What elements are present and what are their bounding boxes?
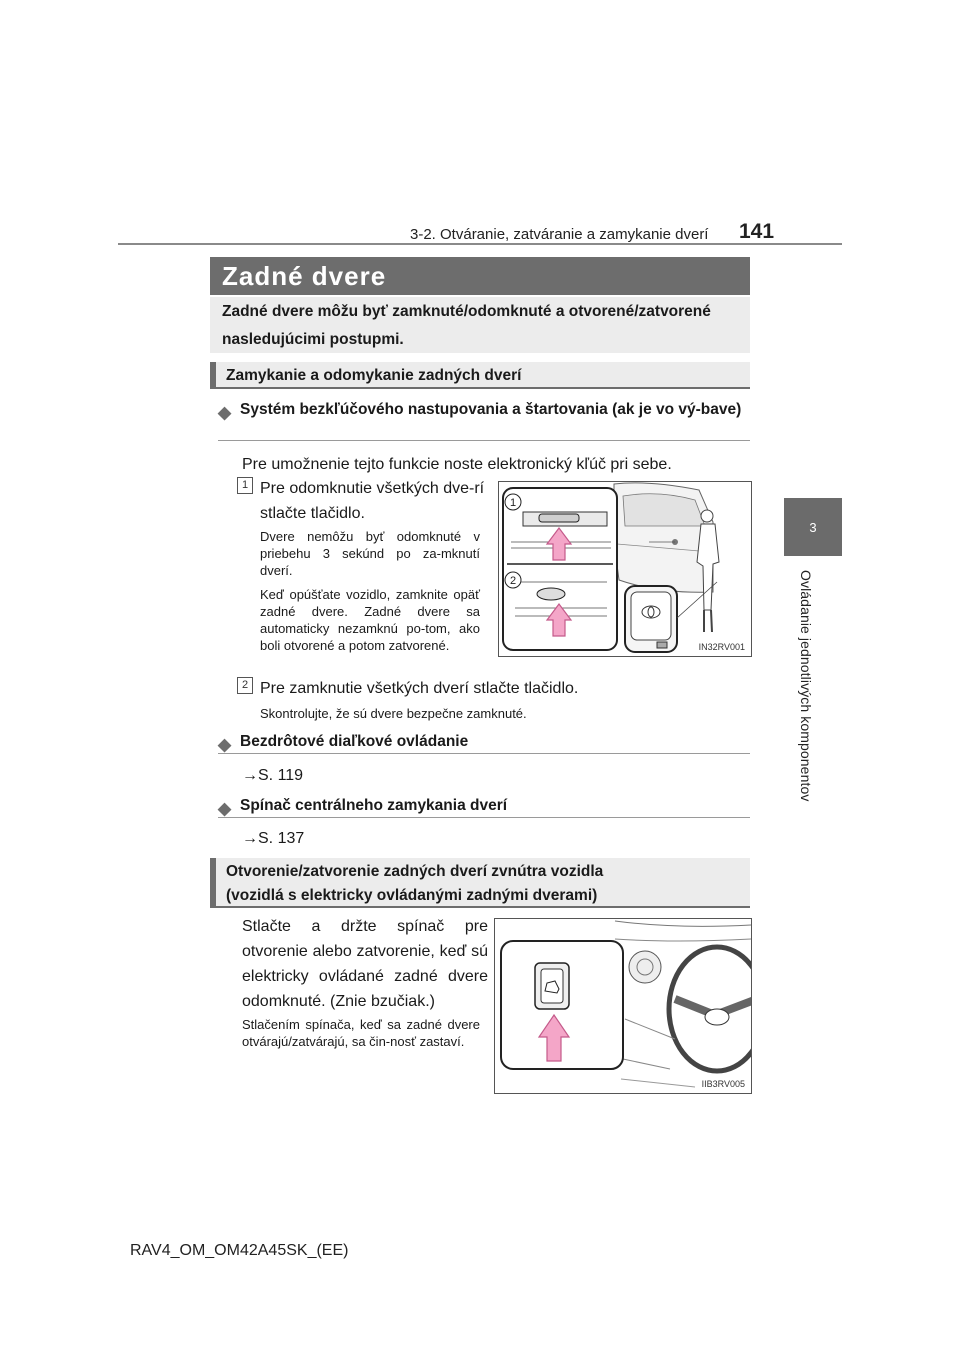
power-heading-line1: Otvorenie/zatvorenie zadných dverí zvnútra vozidla <box>226 863 604 880</box>
running-header: 3-2. Otváranie, zatváranie a zamykanie dverí <box>410 226 709 243</box>
figure-callout-1: 1 <box>509 497 517 509</box>
diamond-icon: ◆ <box>218 403 232 422</box>
wireless-heading: ◆ Bezdrôtové diaľkové ovládanie <box>218 730 750 754</box>
subheading-power-door <box>210 858 750 908</box>
section-title: Zadné dvere <box>210 257 750 295</box>
chapter-title: Ovládanie jednotlivých komponentov <box>798 570 814 802</box>
page-number: 141 <box>739 220 775 243</box>
central-lock-heading: ◆ Spínač centrálneho zamykania dverí <box>218 794 750 818</box>
step-number-2: 2 <box>237 677 253 694</box>
section-intro: Zadné dvere môžu byť zamknuté/odomknuté a otvorené/zatvorené nasledujúcimi postupmi. <box>210 297 750 353</box>
step2-note: Skontrolujte, že sú dvere bezpečne zamknuté. <box>260 706 527 721</box>
tailgate-figure <box>498 481 752 657</box>
figure-callout-2: 2 <box>509 575 517 587</box>
figure-code-1: IN32RV001 <box>698 642 745 652</box>
wireless-ref: →S. 119 <box>242 767 304 784</box>
power-heading-line2: (vozidlá s elektricky ovládanými zadnými dverami) <box>226 887 598 904</box>
diamond-icon: ◆ <box>218 799 232 818</box>
step2-text: Pre zamknutie všetkých dverí stlačte tlačidlo. <box>260 680 579 697</box>
footer-code: RAV4_OM_OM42A45SK_(EE) <box>130 1242 349 1259</box>
chapter-tab <box>784 498 842 556</box>
chapter-number: 3 <box>809 519 817 535</box>
cabin-switch-figure <box>494 918 752 1094</box>
cabin-illustration <box>495 919 751 1093</box>
step1-note2: Keď opúšťate vozidlo, zamknite opäť zadné dvere. Zadné dvere sa automaticky nezamknú po-tom, ako boli otvorené a potom zatvorené. <box>260 587 480 653</box>
power-text: Stlačte a držte spínač pre otvorenie alebo zatvorenie, keď sú elektricky ovládané zadné dvere odomknuté. (Znie bzučiak.) <box>242 918 488 1010</box>
central-lock-ref: →S. 137 <box>242 830 305 847</box>
step1-note1: Dvere nemôžu byť odomknuté v priebehu 3 sekúnd po za-mknutí dverí. <box>260 529 480 578</box>
figure-code-2: IIB3RV005 <box>701 1079 745 1089</box>
step1-text: Pre odomknutie všetkých dve-rí stlačte tlačidlo. <box>260 480 485 522</box>
step-number-1: 1 <box>237 477 253 494</box>
smart-key-heading: ◆ Systém bezkľúčového nastupovania a štartovania (ak je vo vý-bave) <box>218 398 750 441</box>
power-note: Stlačením spínača, keď sa zadné dvere otvárajú/zatvárajú, sa čin-nosť zastaví. <box>242 1017 480 1049</box>
smart-key-text: Pre umožnenie tejto funkcie noste elektronický kľúč pri sebe. <box>242 456 672 473</box>
subheading-lock: Zamykanie a odomykanie zadných dverí <box>210 362 750 389</box>
tailgate-illustration <box>499 482 751 656</box>
header-rule <box>118 243 842 245</box>
diamond-icon: ◆ <box>218 735 232 754</box>
